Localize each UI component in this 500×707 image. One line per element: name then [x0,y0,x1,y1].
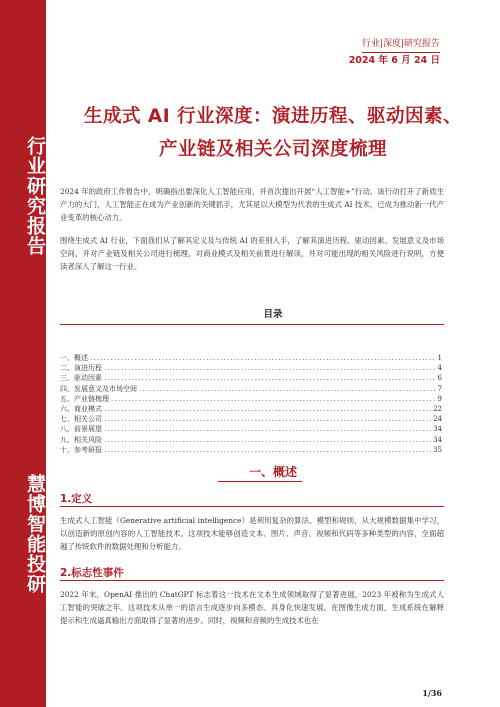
section-heading: 一、概述 [248,465,297,479]
toc-title: 目录 [263,309,283,320]
toc-item-page: 22 [433,404,442,413]
toc-leader [139,384,436,394]
toc-item-label: 一、概述 [60,354,88,362]
toc-leader [90,353,436,363]
subsection-heading-milestones: 2.标志性事件 [60,567,124,579]
subsection-divider [60,580,444,581]
toc-leader [104,404,431,414]
toc-item[interactable] [60,353,442,363]
sidebar-band [0,0,46,707]
toc-item-page: 1 [437,354,442,362]
toc-item-page: 35 [433,445,442,454]
toc-leader [104,414,431,424]
toc-item-label: 四、发展意义及市场空间 [60,384,137,393]
toc-leader [104,373,436,383]
toc-leader [104,424,431,434]
toc-item-label: 八、前景展望 [60,425,102,434]
toc-item-page: 4 [437,364,442,373]
toc-item[interactable] [60,414,442,424]
toc-leader [104,445,431,455]
section-underline-right [258,481,302,482]
subsection-divider [60,506,444,507]
toc-item-page: 34 [433,425,442,434]
title-line-2: 产业链及相关公司深度梳理 [158,139,387,160]
header-divider [362,52,440,53]
toc-item[interactable] [60,404,442,414]
report-tags: 行业|深度|研究报告 [361,39,440,49]
toc-item-page: 34 [433,435,442,444]
toc-item-label: 三、驱动因素 [60,374,102,383]
intro-paragraph-1: 2024 年的政府工作报告中，明确指出要深化人工智能应用，并首次提出开展“人工智能+”行动。该行动打开了新质生产力的大门，人工智能正在成为产业创新的关键抓手，尤其是以大模型为代表的生成式 AI 技术，已成为推动新一代产业变革的核心动力。 [60,187,444,222]
table-of-contents [60,353,442,455]
toc-item[interactable] [60,373,442,383]
toc-item-label: 九、相关风险 [60,435,102,444]
toc-divider [60,324,444,325]
toc-item-label: 二、演进历程 [60,364,102,373]
definition-paragraph: 生成式人工智能（Generative artificial intelligence）是利用复杂的算法、模型和规则，从大规模数据集中学习，以创造新的原创内容的人工智能技术。这项技术能够创造文本、图片、声音、视频和代码等多种类型的内容，全面超越了传统软件的数据处理和分析能力。 [60,516,444,551]
toc-item-label: 六、商业模式 [60,404,102,413]
toc-item[interactable] [60,394,442,404]
toc-leader [104,363,436,373]
toc-item[interactable] [60,435,442,445]
toc-item[interactable] [60,363,442,373]
section-underline-left [218,481,262,482]
toc-item-page: 7 [437,384,442,393]
toc-item-page: 6 [437,374,442,383]
page-number: 1/36 [422,688,442,698]
toc-item-label: 十、参考研报 [60,445,102,454]
toc-item[interactable] [60,424,442,434]
toc-leader [111,394,436,404]
toc-item-page: 24 [433,415,442,424]
sidebar-brand: 慧博智能投研 [24,474,46,594]
milestones-paragraph: 2022 年末，OpenAI 推出的 ChatGPT 标志着这一技术在文本生成领域取得了显著进展，2023 年被称为生成式人工智能的突破之年。这项技术从单一的语言生成逐步向多模态、具身化快速发展。在图像生成方面，生成系统在解释提示和生成逼真输出方面取得了显著的进步。同时，视频和音频的生成技术也在 [60,590,444,625]
report-date: 2024 年 6 月 24 日 [348,55,440,66]
toc-item-label: 七、相关公司 [60,415,102,424]
toc-item[interactable] [60,445,442,455]
toc-item-label: 五、产业链梳理 [60,394,109,403]
subsection-heading-definition: 1.定义 [60,493,93,505]
title-line-1: 生成式 AI 行业深度：演进历程、驱动因素、 [83,106,463,127]
toc-item-page: 9 [437,394,442,403]
intro-paragraph-2: 围绕生成式 AI 行业，下面我们从了解其定义及与传统 AI 的差别入手，了解其演进历程、驱动因素、发展意义及市场空间，并对产业链及相关公司进行梳理，对商业模式及相关前景进行解读，并对可能出现的相关风险进行说明，方便读者深入了解这一行业。 [60,236,444,271]
sidebar-report-type: 行业研究报告 [24,136,46,256]
report-header [349,38,440,67]
toc-item[interactable] [60,384,442,394]
toc-leader [104,435,431,445]
report-title [46,100,500,166]
